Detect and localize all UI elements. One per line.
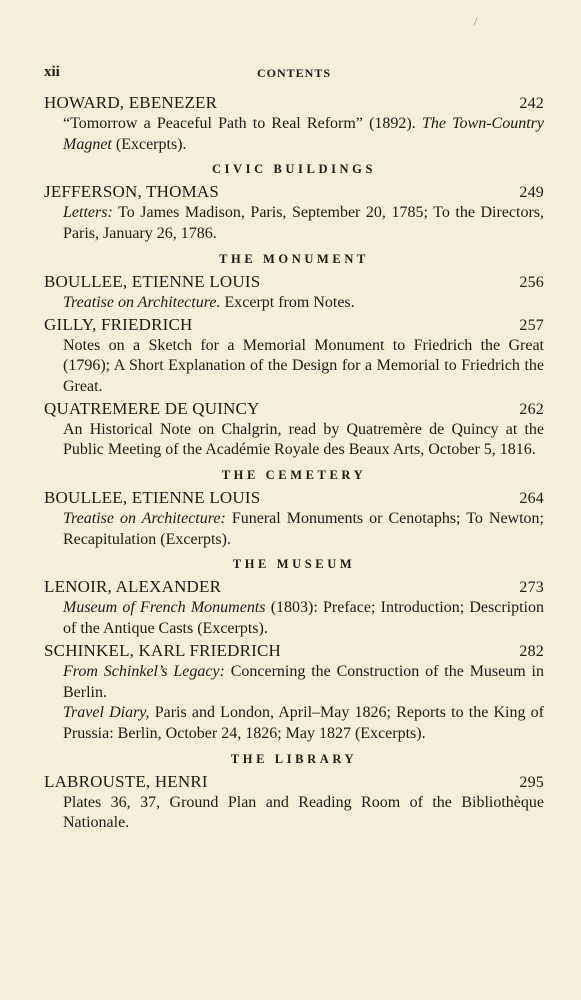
contents-entry (44, 181, 544, 244)
entry-heading (44, 398, 544, 420)
author-name: LABROUSTE, HENRI (44, 771, 208, 791)
author-name: BOULLEE, ETIENNE LOUIS (44, 488, 261, 508)
description-text: To James Madison, Paris, September 20, 1785; To the Directors, Paris, January 26, 1786. (63, 204, 544, 243)
contents-entry (44, 314, 544, 398)
section-heading: THE CEMETERY (221, 468, 367, 483)
entry-description (44, 662, 544, 703)
entry-description (44, 703, 544, 744)
work-title: Treatise on Architecture. (63, 293, 221, 311)
entry-description (44, 509, 544, 550)
entry-heading (44, 92, 544, 114)
author-name: SCHINKEL, KARL FRIEDRICH (44, 640, 281, 660)
page-number: 256 (519, 273, 544, 291)
entry-heading (44, 271, 544, 293)
page-folio: xii (44, 64, 60, 80)
work-title: Museum of French Monuments (63, 599, 266, 617)
entry-heading (44, 771, 544, 793)
description-text: Excerpt from Notes. (220, 293, 355, 311)
description-text: “Tomorrow a Peaceful Path to Real Reform” (1892). (63, 115, 422, 132)
contents-entry (44, 640, 544, 745)
work-title: Travel Diary, (63, 704, 150, 722)
page-number: 273 (519, 579, 544, 597)
page-number: 262 (519, 400, 544, 418)
page-header (44, 64, 544, 84)
pencil-mark: / (474, 14, 478, 28)
contents-entry (44, 771, 544, 834)
description-text: (1803): Preface; Introduction; Description of the Antique Casts (Excerpts). (63, 599, 544, 638)
page-number: 257 (519, 316, 544, 334)
author-name: LENOIR, ALEXANDER (44, 577, 222, 597)
author-name: JEFFERSON, THOMAS (44, 182, 220, 202)
work-title: Letters: (63, 204, 113, 222)
page-number: 242 (519, 95, 544, 112)
work-title: From Schinkel’s Legacy: (63, 662, 225, 680)
contents-entry (44, 487, 544, 550)
description-text: Funeral Monuments or Cenotaphs; To Newton; Recapitulation (Excerpts). (63, 510, 544, 548)
running-title: CONTENTS (256, 66, 332, 80)
author-name: QUATREMERE DE QUINCY (44, 398, 260, 418)
author-name: HOWARD, EBENEZER (44, 93, 218, 112)
author-name: GILLY, FRIEDRICH (44, 314, 193, 334)
entry-description (44, 293, 544, 314)
contents-list (44, 92, 544, 834)
description-text: Notes on a Sketch for a Memorial Monument to Friedrich the Great (1796); A Short Explanation of the Design for a Memorial to Friedrich the Great. (63, 336, 544, 395)
description-text: Paris and London, April–May 1826; Reports to the King of Prussia: Berlin, October 24, 1826; May 1827 (Excerpts). (63, 704, 544, 742)
page-number: 295 (519, 773, 544, 791)
description-text: Concerning the Construction of the Museum in Berlin. (63, 662, 544, 701)
entry-heading (44, 314, 544, 336)
entry-heading (44, 640, 544, 662)
entry-heading (44, 487, 544, 509)
entry-description (44, 598, 544, 639)
contents-entry (44, 271, 544, 314)
contents-entry (44, 398, 544, 461)
work-title: The Town-Country Magnet (63, 115, 544, 153)
entry-heading (44, 181, 544, 203)
description-text: An Historical Note on Chalgrin, read by Quatremère de Quincy at the Public Meeting of the Académie Royale des Beaux Arts, October 5, 1816. (63, 420, 544, 459)
entry-description (44, 114, 544, 155)
entry-description (44, 203, 544, 244)
entry-description (44, 336, 544, 398)
entry-heading (44, 576, 544, 598)
contents-entry (44, 576, 544, 639)
contents-entry (44, 92, 544, 155)
page-number: 249 (519, 184, 544, 202)
section-heading: THE MONUMENT (219, 251, 369, 266)
work-title: Treatise on Architecture: (63, 510, 226, 528)
author-name: BOULLEE, ETIENNE LOUIS (44, 271, 261, 291)
section-heading: THE MUSEUM (232, 557, 356, 572)
section-heading: CIVIC BUILDINGS (211, 162, 377, 177)
page-number: 282 (519, 642, 544, 660)
description-text: Plates 36, 37, Ground Plan and Reading Room of the Bibliothèque Nationale. (63, 793, 544, 832)
description-text: (Excerpts). (111, 135, 187, 153)
entry-description (44, 793, 544, 834)
section-heading: THE LIBRARY (230, 751, 358, 766)
page-number: 264 (519, 490, 544, 508)
entry-description (44, 420, 544, 461)
